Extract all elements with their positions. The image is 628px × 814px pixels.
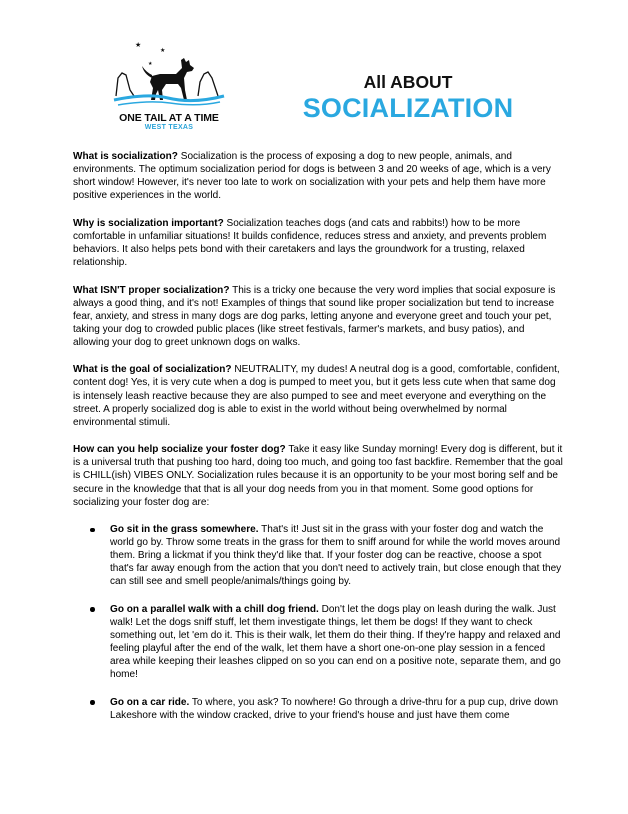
list-item-text: To where, you ask? To nowhere! Go through a drive-thru for a pup cup, drive down Lakeshore with the window cracked, drive to your friend's house and just have them come xyxy=(110,696,559,722)
paragraph-text: Socialization is the process of exposing a dog to new people, animals, and environments. The optimum socialization period for dogs is between 3 and 20 weeks of age, which is a very short window! However, it's never too late to work on socialization with your pets and help them have more positive experiences in the world. xyxy=(73,151,551,202)
dog-silhouette-icon xyxy=(108,38,230,118)
paragraph-heading: What is the goal of socialization? xyxy=(73,364,232,376)
svg-text:★: ★ xyxy=(148,61,153,67)
document-body xyxy=(73,150,563,737)
list-item-heading: Go on a parallel walk with a chill dog friend. xyxy=(110,603,319,615)
list-item-heading: Go sit in the grass somewhere. xyxy=(110,524,259,536)
title-line-1: All ABOUT xyxy=(363,72,453,92)
bullet-icon xyxy=(90,528,95,533)
paragraph-text: NEUTRALITY, my dudes! A neutral dog is a good, comfortable, confident, content dog! Yes, it is very cute when a dog is pumped to meet you, but it gets less cute when that same dog is intensely leash reactive because they are also pumped to see and meet everyone and everything on the street. A properly socialized dog is able to exist in the world without being overwhelmed by normal environmental stimuli. xyxy=(73,364,560,428)
page-title xyxy=(268,72,548,124)
svg-text:★: ★ xyxy=(135,41,142,49)
paragraph-text: Socialization teaches dogs (and cats and rabbits!) how to be more comfortable in unfamiliar situations! It builds confidence, reduces stress and anxiety, and prevents problem behaviors. It also helps pets bond with their caretakers and lays the groundwork for a trusting, relaxed relationship. xyxy=(73,217,547,269)
paragraph-what-isnt xyxy=(73,284,563,349)
list-item-text: Don't let the dogs play on leash during the walk. Just walk! Let the dogs sniff stuff, let them investigate things, let them be dogs! If they want to check something out, let 'em do it. This is their walk, let them do their thing. If they're happy and relaxed and feeling playful after the end of the walk, let them have a short one-on-one play session in a fenced area while keeping their leashes clipped on so you can end on a positive note, separate them, and go home! xyxy=(110,603,561,681)
list-item-text: That's it! Just sit in the grass with your foster dog and watch the world go by. Throw some treats in the grass for them to sniff around for while the world moves around them. Bring a lickmat if you think they'd like that. If your foster dog can be reactive, choose a spot that's far away enough from the action that you don't need to actively train, but close enough that they can still see and smell people/animals/things going by. xyxy=(110,524,562,588)
paragraph-text: Take it easy like Sunday morning! Every dog is different, but it is a universal truth that pushing too hard, doing too much, and going too fast backfire. Remember that the goal is CHILL(ish) VIBES ONLY. Socialization rules because it is an opportunity to be your most boring self and be secure in the knowledge that that is all your dog needs from you in that moment. Some good options for socializing your foster dog are: xyxy=(73,444,563,508)
logo-location: WEST TEXAS xyxy=(144,124,194,131)
list-item xyxy=(73,603,563,682)
list-item-heading: Go on a car ride. xyxy=(110,696,190,708)
paragraph-heading: What ISN'T proper socialization? xyxy=(73,284,230,296)
paragraph-heading: How can you help socialize your foster dog? xyxy=(73,444,286,456)
socialization-options-list xyxy=(73,523,563,722)
paragraph-what-is xyxy=(73,150,563,202)
bullet-icon xyxy=(90,700,95,705)
list-item xyxy=(73,696,563,722)
paragraph-text: This is a tricky one because the very word implies that social exposure is always a good thing, and it's not! Examples of things that sound like proper socialization but tend to increase fear, anxiety, and stress in many dogs are dog parks, letting anyone and everyone greet and touch your pet, taking your dog to crowded public places (like street festivals, farmer's markets, and busy patios), and allowing your dog to greet unknown dogs on walks. xyxy=(73,284,556,348)
title-line-2: SOCIALIZATION xyxy=(302,93,514,123)
paragraph-why-important xyxy=(73,217,563,269)
list-item xyxy=(73,523,563,588)
paragraph-heading: Why is socialization important? xyxy=(73,217,224,229)
paragraph-heading: What is socialization? xyxy=(73,151,178,162)
paragraph-goal xyxy=(73,363,563,428)
bullet-icon xyxy=(90,607,95,612)
logo-wordmark: ONE TAIL AT A TIME xyxy=(119,112,219,124)
svg-text:★: ★ xyxy=(160,47,166,54)
paragraph-how-help xyxy=(73,443,563,508)
organization-logo xyxy=(108,38,230,146)
